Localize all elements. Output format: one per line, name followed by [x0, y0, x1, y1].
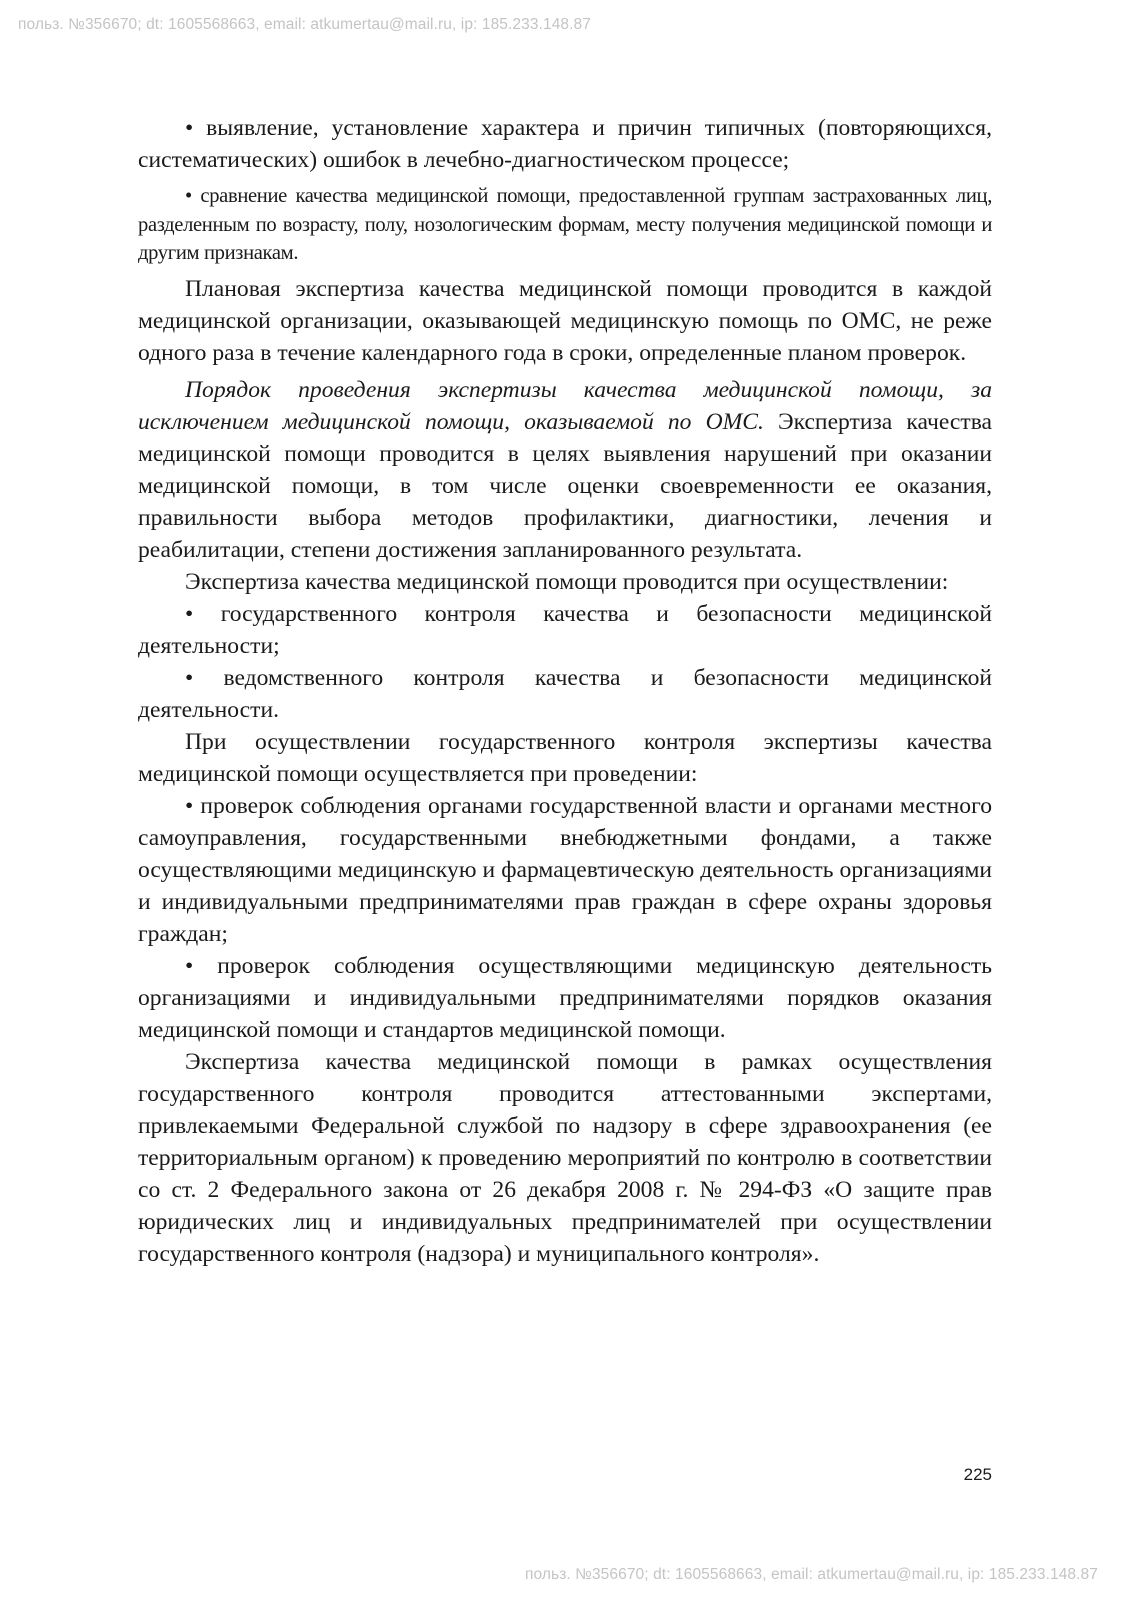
bullet-paragraph: • ведомственного контроля качества и безопасности медицинской деятельности.: [138, 664, 992, 723]
bullet-paragraph: • сравнение качества медицинской помощи, предоставленной группам застрахованных лиц, разделенным по возрасту, полу, нозологическим формам, месту получения медицинской помощи и другим признакам.: [138, 185, 992, 264]
watermark-bottom: польз. №356670; dt: 1605568663, email: atkumertau@mail.ru, ip: 185.233.148.87: [525, 1566, 1098, 1583]
body-paragraph: Экспертиза качества медицинской помощи в рамках осуществления государственного контроля проводится аттестованными экспертами, привлекаемыми Федеральной службой по надзору в сфере здравоохранения (ее территориальным органом) к проведению мероприятий по контролю в соответствии со ст. 2 Федерального закона от 26 декабря 2008 г. № 294-ФЗ «О защите прав юридических лиц и индивидуальных предпринимателей при осуществлении государственного контроля (надзора) и муниципального контроля».: [138, 1048, 992, 1267]
bullet-paragraph: • проверок соблюдения органами государственной власти и органами местного самоуправления, государственными внебюджетными фондами, а также осуществляющими медицинскую и фармацевтическую деятельность организациями и индивидуальными предпринимателями прав граждан в сфере охраны здоровья граждан;: [138, 792, 992, 947]
italic-heading: Порядок проведения экспертизы качества медицинской помощи, за исключением медицинской помощи, оказываемой по ОМС.: [138, 376, 992, 435]
page-number: 225: [963, 1465, 992, 1484]
body-paragraph: [138, 374, 992, 566]
bullet-paragraph: • государственного контроля качества и безопасности медицинской деятельности;: [138, 600, 992, 659]
bullet-paragraph: • проверок соблюдения осуществляющими медицинскую деятельность организациями и индивидуальными предпринимателями порядков оказания медицинской помощи и стандартов медицинской помощи.: [138, 952, 992, 1043]
body-paragraph: Плановая экспертиза качества медицинской помощи проводится в каждой медицинской организации, оказывающей медицинскую помощь по ОМС, не реже одного раза в течение календарного года в сроки, определенные планом проверок.: [138, 275, 992, 366]
page-body: [138, 112, 992, 1270]
paragraph-text: Экспертиза качества медицинской помощи проводится в целях выявления нарушений при оказании медицинской помощи, в том числе оценки своевременности ее оказания, правильности выбора методов профилактики, диагностики, лечения и реабилитации, степени достижения запланированного результата.: [138, 408, 993, 563]
watermark-top: польз. №356670; dt: 1605568663, email: atkumertau@mail.ru, ip: 185.233.148.87: [18, 16, 591, 33]
bullet-paragraph: • выявление, установление характера и причин типичных (повторяющихся, систематических) ошибок в лечебно-диагностическом процессе;: [138, 115, 992, 173]
body-paragraph: При осуществлении государственного контроля экспертизы качества медицинской помощи осуществляется при проведении:: [138, 728, 992, 787]
body-paragraph: Экспертиза качества медицинской помощи проводится при осуществлении:: [185, 568, 949, 595]
